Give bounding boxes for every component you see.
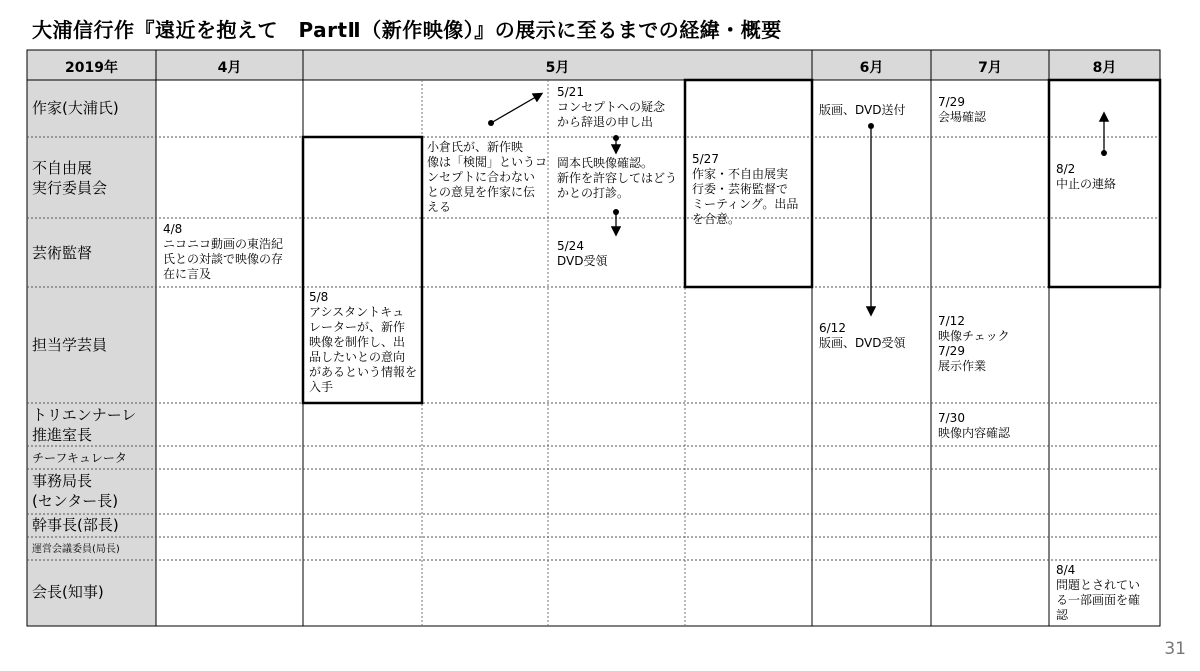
header-year: 2019年 <box>65 60 118 76</box>
event-jul29-venue: 7/29 会場確認 <box>938 95 987 124</box>
event-jun-send: 版画、DVD送付 <box>819 103 906 117</box>
event-may24: 5/24 DVD受領 <box>557 239 608 268</box>
event-ogura: 小倉氏が、新作映 像は「検閲」というコ ンセプトに合わない との意見を作家に伝 える <box>427 140 548 214</box>
row-label-committee: 不自由展 実行委員会 <box>32 159 108 197</box>
event-may21: 5/21 コンセプトへの疑念 から辞退の申し出 <box>557 85 666 129</box>
event-okamoto: 岡本氏映像確認。 新作を許容してはどう かとの打診。 <box>557 156 678 200</box>
event-jun12: 6/12 版画、DVD受領 <box>819 321 906 350</box>
row-label-steering-committee: 運営会議委員(局長) <box>32 544 120 555</box>
row-label-art-director: 芸術監督 <box>32 244 93 262</box>
row-label-artist: 作家(大浦氏) <box>32 99 119 117</box>
header-month-apr: 4月 <box>217 60 242 76</box>
header-month-jul: 7月 <box>978 60 1002 76</box>
page-title: 大浦信行作『遠近を抱えて PartⅡ（新作映像）』の展示に至るまでの経緯・概要 <box>32 18 782 42</box>
row-label-secretary-general: 事務局長 (センター長) <box>32 472 119 510</box>
page-number: 31 <box>1164 639 1186 659</box>
row-label-chief-curator: チーフキュレータ <box>32 451 127 465</box>
row-label-curator: 担当学芸員 <box>32 336 108 354</box>
header-month-aug: 8月 <box>1092 60 1117 76</box>
event-jul30: 7/30 映像内容確認 <box>938 411 1011 440</box>
row-label-triennale-head: トリエンナーレ 推進室長 <box>32 406 137 444</box>
event-jul12: 7/12 映像チェック 7/29 展示作業 <box>938 314 1010 373</box>
event-may8: 5/8 アシスタントキュ レーターが、新作 映像を制作し、出 品したいとの意向 があるという情報を 入手 <box>309 290 418 394</box>
row-label-president: 会長(知事) <box>32 583 104 601</box>
event-apr8: 4/8 ニコニコ動画の東浩紀 氏との対談で映像の存 在に言及 <box>163 222 284 281</box>
event-aug4: 8/4 問題とされてい る一部画面を確 認 <box>1056 563 1141 622</box>
event-may27: 5/27 作家・不自由展実 行委・芸術監督で ミーティング。出品 を合意。 <box>692 152 799 226</box>
header-month-may: 5月 <box>545 60 570 76</box>
row-label-chief-secretary: 幹事長(部長) <box>32 516 119 534</box>
header-month-jun: 6月 <box>859 60 884 76</box>
event-aug2: 8/2 中止の連絡 <box>1056 162 1117 191</box>
